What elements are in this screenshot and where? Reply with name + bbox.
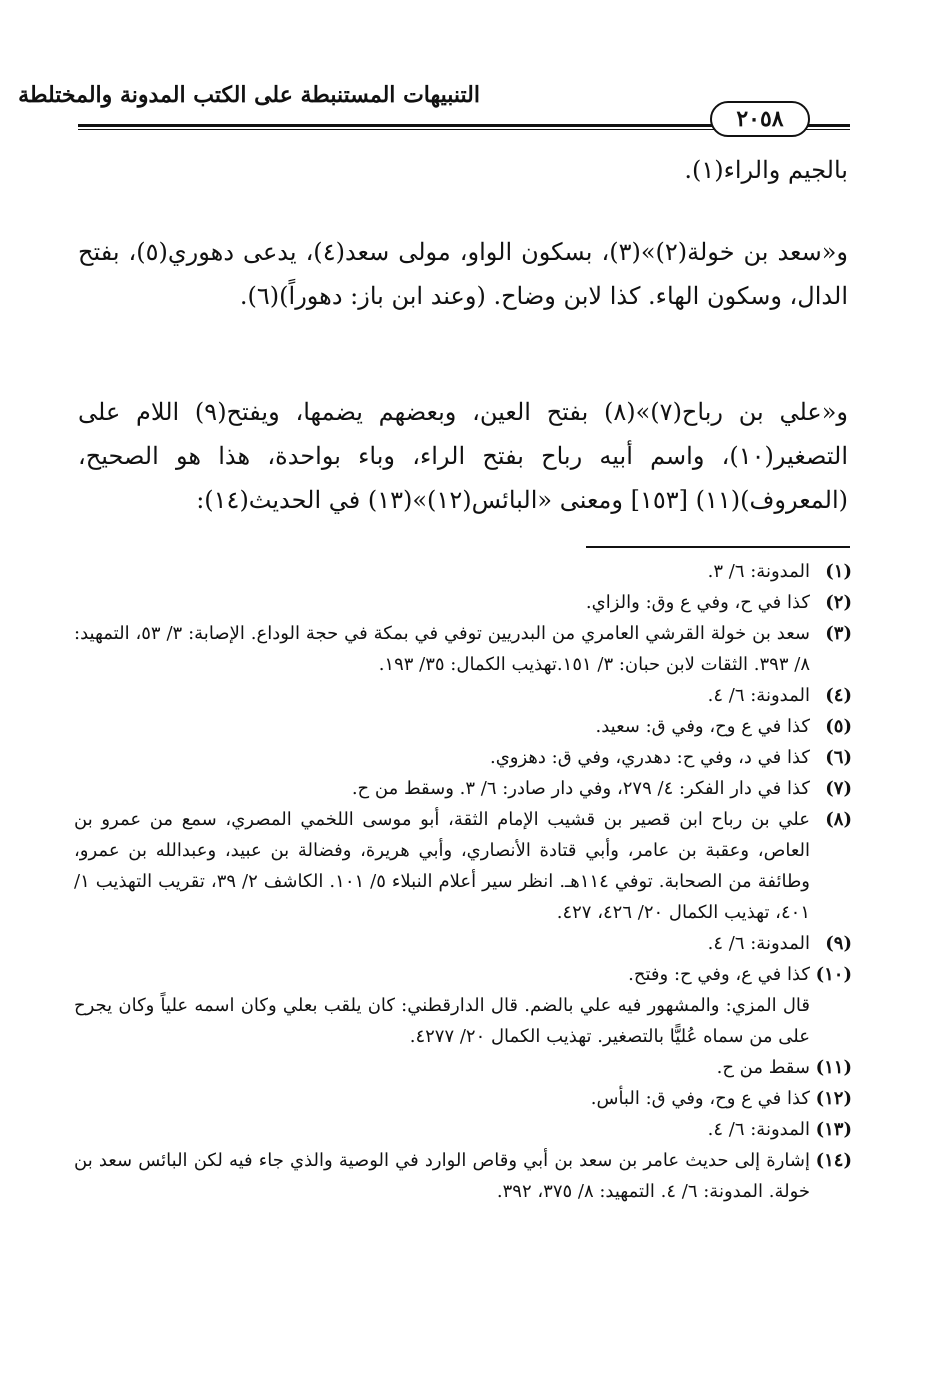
footnote-number: (٦) [825,747,852,768]
footnote-text: المدونة: ٦/ ٤. [707,685,810,706]
running-title: التنبيهات المستنبطة على الكتب المدونة والمختلطة [18,82,480,108]
footnote-number: (١١) [815,1057,852,1078]
footnote-number: (١٤) [815,1150,852,1171]
page-number: ٢٠٥٨ [710,101,810,137]
footnote [74,1114,852,1145]
footnotes [74,556,852,1207]
footnote-number: (٧) [825,778,852,799]
footnote-text: كذا في ع، وفي ح: وفتح. [628,964,810,985]
footnote [74,804,852,928]
footnote-number: (٨) [825,809,852,830]
footnote [74,773,852,804]
footnote-text: كذا في دار الفكر: ٤/ ٢٧٩، وفي دار صادر: ٦/ ٣. وسقط من ح. [351,778,810,799]
footnote-separator [586,546,850,548]
footnote-text: سعد بن خولة القرشي العامري من البدريين توفي في بمكة في حجة الوداع. الإصابة: ٣/ ٥٣، التمهيد: ٨/ ٣٩٣. الثقات لابن حبان: ٣/ ١٥١.تهذيب الكمال: ٣٥/ ١٩٣. [74,623,810,675]
footnote [74,1052,852,1083]
footnote-text: كذا في د، وفي ح: دهدري، وفي ق: دهزوي. [489,747,810,768]
footnote-text: كذا في ح، وفي ع وق: والزاي. [585,592,810,613]
footnote-text: المدونة: ٦/ ٣. [707,561,810,582]
footnote [74,587,852,618]
footnote-continuation: قال المزي: والمشهور فيه علي بالضم. قال الدارقطني: كان يلقب بعلي وكان اسمه علياً وكان يجرح على من سماه عُليًّا بالتصغير. تهذيب الكمال ٢٠/ ٤٢٧٧. [74,995,810,1047]
footnote [74,1145,852,1207]
main-paragraph-3 [78,390,848,522]
footnote-text: كذا في ع وح، وفي ق: البأس. [590,1088,810,1109]
footnote-text: سقط من ح. [716,1057,810,1078]
footnote-number: (٤) [825,685,852,706]
footnote-number: (٣) [825,623,852,644]
main-paragraph-2 [78,230,848,318]
footnote-number: (٢) [825,592,852,613]
footnote-text: المدونة: ٦/ ٤. [707,1119,810,1140]
footnote [74,556,852,587]
footnote [74,928,852,959]
footnote [74,680,852,711]
paragraph-text: و«سعد بن خولة(٢)»(٣)، بسكون الواو، مولى سعد(٤)، يدعى دهوري(٥)، بفتح الدال، وسكون الهاء. كذا لابن وضاح. (وعند ابن باز: دهوراً)(٦). [78,238,849,310]
main-paragraph-1 [78,148,848,192]
paragraph-text: بالجيم والراء(١). [684,156,848,184]
footnote [74,742,852,773]
footnote-text: علي بن رباح ابن قصير بن قشيب الإمام الثقة، أبو موسى اللخمي المصري، سمع من عمرو بن العاص، وعقبة بن عامر، وأبي قتادة الأنصاري، وأبي هريرة، وفضالة بن عبيد، وعبدالله بن عمرو، وطائفة من الصحابة. توفي ١١٤هـ. انظر سير أعلام النبلاء ٥/ ١٠١. الكاشف ٢/ ٣٩، تقريب التهذيب ١/ ٤٠١، تهذيب الكمال ٢٠/ ٤٢٦، ٤٢٧. [74,809,810,923]
footnote-text: المدونة: ٦/ ٤. [707,933,810,954]
footnote [74,618,852,680]
footnote-number: (١٢) [815,1088,852,1109]
footnote-number: (٩) [825,933,852,954]
footnote-number: (٥) [825,716,852,737]
footnote-number: (١) [825,561,852,582]
footnote [74,711,852,742]
footnote-number: (١٣) [815,1119,852,1140]
paragraph-text: و«علي بن رباح(٧)»(٨) بفتح العين، وبعضهم يضمها، ويفتح(٩) اللام على التصغير(١٠)، واسم أبيه رباح بفتح الراء، وباء بواحدة، هذا هو الصحيح، (المعروف)(١١) [١٥٣] ومعنى «البائس(١٢)»(١٣) في الحديث(١٤): [78,398,848,514]
footnote-text: إشارة إلى حديث عامر بن سعد بن أبي وقاص الوارد في الوصية والذي جاء فيه لكن البائس سعد بن خولة. المدونة: ٦/ ٤. التمهيد: ٨/ ٣٧٥، ٣٩٢. [74,1150,810,1202]
footnote [74,959,852,990]
footnote [74,1083,852,1114]
footnote-number: (١٠) [815,964,852,985]
footnote-text: كذا في ع وح، وفي ق: سعيد. [595,716,810,737]
